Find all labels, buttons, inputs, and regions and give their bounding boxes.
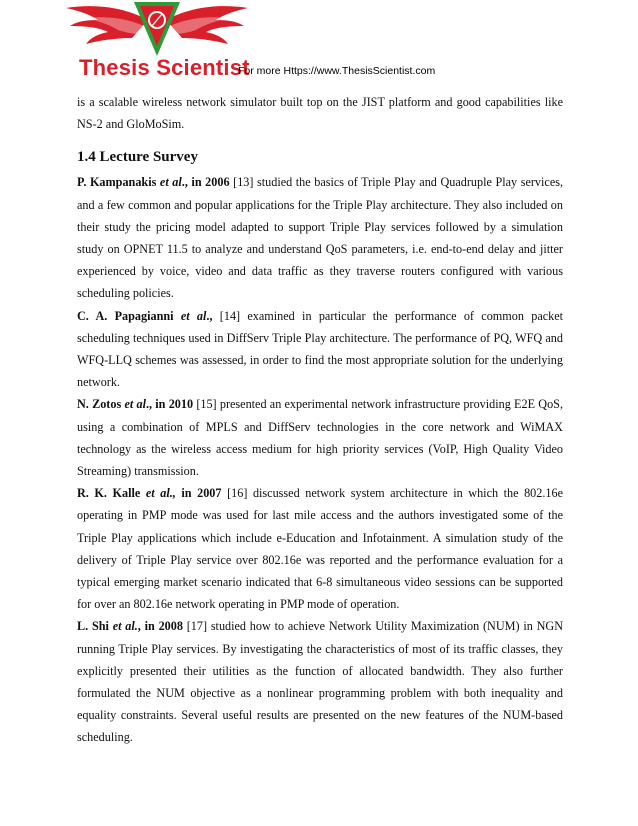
survey-entry [77,615,563,748]
entry-etal: et al [180,308,207,323]
entry-etal: et al [159,175,182,190]
entry-citation: in 2007 [175,486,222,501]
entry-author: P. Kampanakis [77,175,157,190]
entry-author: C. A. Papagianni [77,308,174,323]
entry-author: R. K. Kalle [77,486,141,501]
entry-citation: ., in 2010 [145,397,194,412]
entry-citation: ., [206,308,220,323]
survey-entry [77,482,563,615]
entry-body: [16] discussed network system architecture in which the 802.16e operating in PMP mode was used for last mile access and the authors investigated some of the Triple Play applications which include e-Education and Infotainment. A simulation study of the delivery of Triple Play service over 802.16e was reported and the performance evaluation for a typical emerging market scenario indicated that 6-8 simultaneous video sessions can be supported for over an 802.16e network operating in PMP mode of operation. [77,486,564,612]
survey-entry [77,305,563,394]
brand-name: Thesis Scientist [79,55,250,80]
entry-citation: , in 2008 [137,619,183,634]
entry-etal: et al., [145,486,176,501]
entry-body: [15] presented an experimental network infrastructure providing E2E QoS, using a combination of MPLS and DiffServ technologies in the core network and WiMAX technology as the wireless access medium for high priority services (VoIP, High Quality Video Streaming) transmission. [77,397,563,479]
page-header [0,0,638,84]
entry-etal: et al. [112,619,138,634]
header-tagline-link[interactable]: For more Https://www.ThesisScientist.com [238,65,436,77]
entry-author: N. Zotos [77,397,122,412]
entry-body: [17] studied how to achieve Network Utility Maximization (NUM) in NGN running Triple Play services. By investigating the characteristics of most of its traffic classes, they explicitly presented their utilities as the function of allocated bandwidth. They also further formulated the NUM objective as a nonlinear programming problem with both inequality and equality constraints. Several useful results are presented on the new features of the NUM-based scheduling. [77,619,563,745]
survey-entry [77,171,563,304]
intro-paragraph: is a scalable wireless network simulator built top on the JIST platform and good capabilities like NS-2 and GloMoSim. [77,95,563,132]
entry-body: [14] examined in particular the performance of common packet scheduling techniques used in DiffServ Triple Play architecture. The performance of PQ, WFQ and WFQ-LLQ schemes was assessed, in order to find the most appropriate solution for the underlying network. [77,308,564,390]
document-body [77,91,563,749]
entry-citation: ., in 2006 [181,175,230,190]
survey-entry [77,393,563,482]
entry-body: [13] studied the basics of Triple Play and Quadruple Play services, and a few common and popular applications for the Triple Play architecture. They also included on their study the pricing model adapted to support Triple Play services followed by a simulation study on OPNET 11.5 to analyze and understand QoS parameters, i.e. end-to-end delay and jitter experienced by voice, video and data traffic as they traverse routers configured with various scheduling policies. [77,175,564,301]
section-heading: 1.4 Lecture Survey [77,149,198,166]
entry-author: L. Shi [77,619,109,634]
entry-etal: et al [124,397,146,412]
thesis-scientist-logo-icon [62,0,252,58]
